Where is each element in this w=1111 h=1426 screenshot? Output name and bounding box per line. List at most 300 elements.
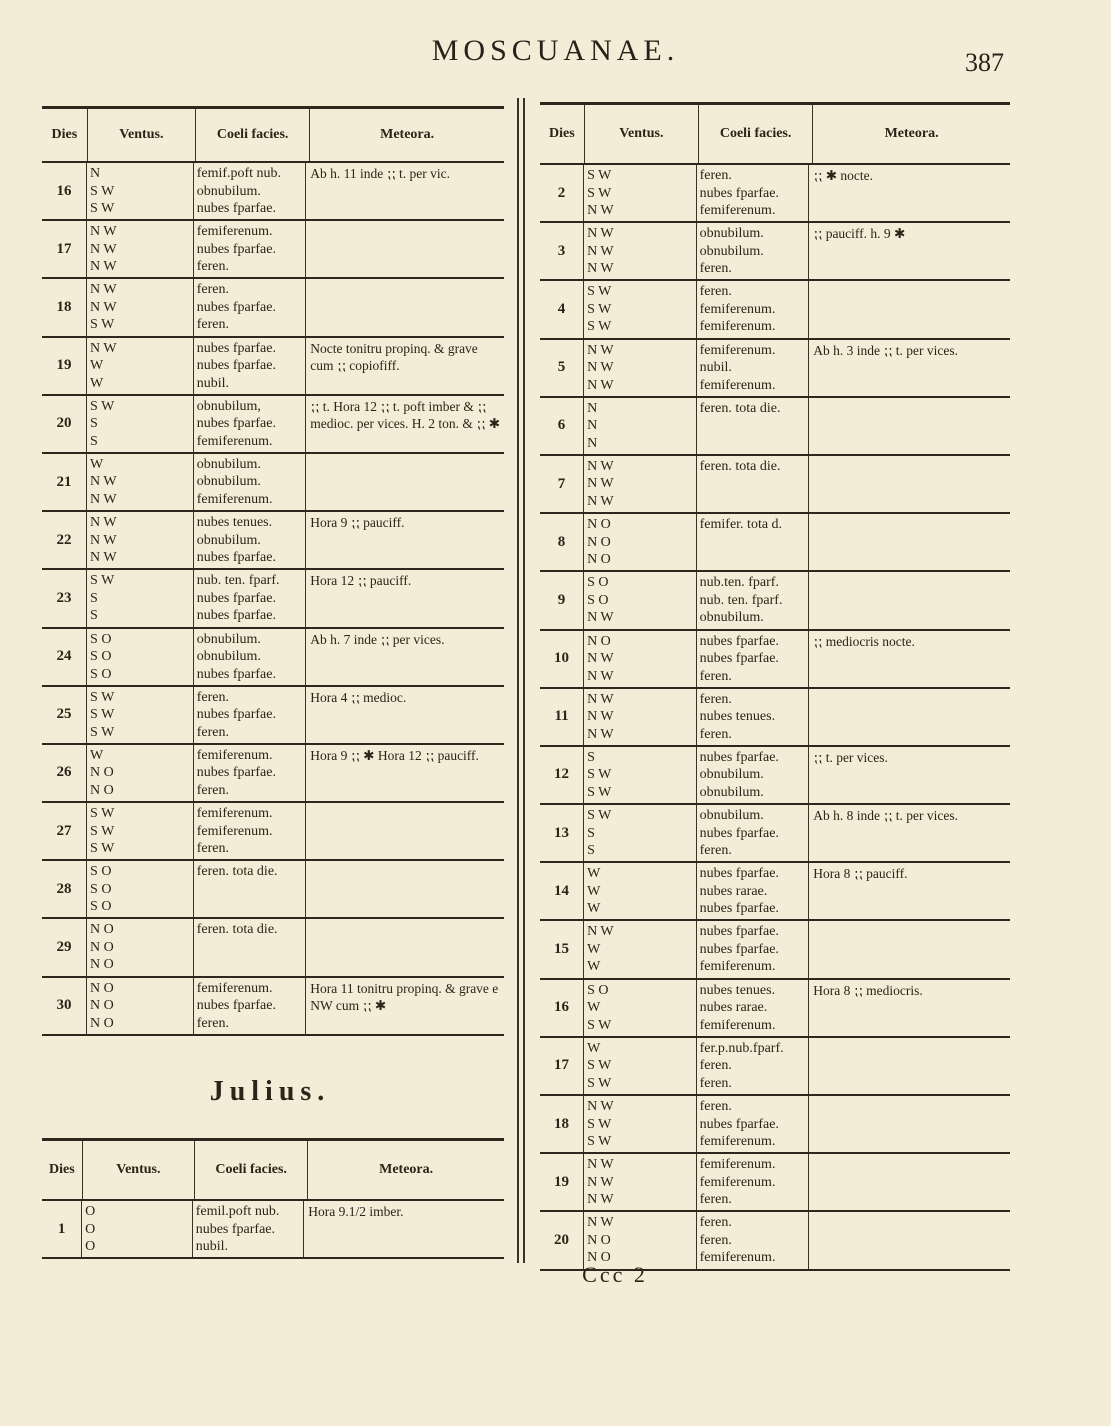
coeli-cell [194,570,307,626]
wind-cell [584,631,697,687]
weather-table-right [540,102,1010,1271]
day-cell: 21 [42,454,87,510]
day-cell: 20 [540,1212,584,1268]
wind-entry: S W [587,301,612,317]
wind-entry: O [85,1204,96,1219]
wind-entry: S W [90,201,115,216]
table-row [42,687,504,745]
day-cell: 4 [540,281,584,337]
wind-cell [87,861,194,917]
coeli-entry: femiferenum. [699,319,776,335]
coeli-cell [697,863,810,919]
coeli-entry: nubes tenues. [699,709,776,725]
day-cell: 1 [42,1201,82,1257]
weather-table-julius [42,1138,504,1259]
table-row [540,689,1010,747]
coeli-entry: obnubilum. [699,610,764,626]
table-header [540,105,1010,165]
wind-entry: W [587,901,601,917]
coeli-entry: feren. [196,689,229,705]
coeli-entry: feren. [196,282,229,298]
coeli-entry: nubes fparfae. [699,1116,779,1132]
coeli-entry: nubes tenues. [699,982,776,998]
day-cell: 24 [42,629,87,685]
table-row [540,572,1010,630]
meteora-cell: Hora 11 tonitru propinq. & grave e NW cum ⁏⁏ ✱ [310,980,499,1013]
coeli-entry: feren. [699,1099,732,1114]
table-row [540,514,1010,572]
table-row [42,629,504,687]
coeli-cell [194,919,307,975]
day-cell: 18 [42,279,87,335]
coeli-entry: femiferenum. [699,1250,776,1266]
wind-entry: S O [90,666,112,682]
wind-cell [584,456,697,512]
day-cell: 30 [42,978,87,1034]
wind-entry: N W [587,377,614,393]
table-row [540,631,1010,689]
wind-entry: S O [90,649,112,664]
wind-entry: S W [587,1116,612,1132]
wind-cell [87,978,194,1034]
table-row [42,1201,504,1259]
day-cell: 19 [42,338,87,394]
wind-entry: N [90,166,101,181]
wind-entry: S [90,608,98,624]
coeli-entry: nub. ten. fparf. [699,592,783,608]
coeli-cell [194,687,307,743]
wind-entry: W [587,959,601,975]
coeli-entry: femiferenum. [196,747,273,763]
coeli-entry: femiferenum. [699,342,776,358]
wind-entry: N W [90,532,117,548]
wind-cell [87,687,194,743]
table-row [540,165,1010,223]
coeli-cell [697,1096,810,1152]
coeli-cell [697,165,810,221]
day-cell: 29 [42,919,87,975]
wind-cell [584,921,697,977]
wind-entry: N O [587,633,611,649]
wind-entry: S O [587,575,609,591]
coeli-entry: femiferenum. [699,959,776,975]
wind-entry: O [85,1239,96,1254]
coeli-entry: obnubilum. [196,474,261,490]
coeli-entry: femiferenum. [699,203,776,218]
wind-entry: S W [587,767,612,783]
wind-entry: N O [90,939,114,955]
wind-entry: N W [587,691,614,707]
table-row [42,861,504,919]
coeli-cell [697,398,810,454]
wind-entry: S [587,749,595,765]
header-dies: Dies [42,109,88,161]
coeli-entry: femiferenum. [699,1174,776,1190]
table-row [540,805,1010,863]
wind-entry: N W [587,651,614,666]
wind-cell [584,747,697,803]
wind-entry: W [90,747,104,763]
coeli-entry: feren. [699,1058,732,1074]
wind-entry: N O [587,517,611,533]
wind-entry: N O [90,1015,114,1031]
coeli-entry: obnubilum. [196,532,261,548]
wind-entry: N W [587,243,614,259]
table-row [42,978,504,1036]
wind-cell [87,512,194,568]
meteora-cell [809,398,1010,454]
wind-entry: S [90,590,98,606]
wind-entry: N W [587,1192,614,1208]
day-cell: 8 [540,514,584,570]
meteora-cell [809,1212,1010,1268]
coeli-entry: nubes fparfae. [699,749,779,765]
coeli-entry: nub.ten. fparf. [699,575,779,591]
coeli-cell [194,338,307,394]
day-cell: 16 [540,980,584,1036]
coeli-entry: nubes fparfae. [196,550,276,566]
wind-cell [87,570,194,626]
header-ventus: Ventus. [83,1141,195,1199]
coeli-cell [194,396,307,452]
wind-cell [584,689,697,745]
coeli-entry: nubes fparfae. [699,941,779,957]
coeli-cell [697,223,810,279]
table-row [540,980,1010,1038]
wind-entry: S W [90,707,115,723]
meteora-cell: Ab h. 3 inde ⁏⁏ t. per vices. [813,342,959,358]
meteora-cell [809,1154,1010,1210]
wind-cell [584,1154,697,1210]
meteora-cell [809,456,1010,512]
coeli-entry: nubil. [699,360,732,376]
coeli-cell [697,572,810,628]
day-cell: 5 [540,340,584,396]
wind-entry: N W [90,282,117,298]
wind-cell [584,281,697,337]
coeli-entry: obnubilum, [196,398,261,414]
meteora-cell [306,861,504,917]
wind-entry: N O [587,1232,611,1248]
coeli-entry: feren. [196,317,229,333]
coeli-entry: femiferenum. [196,433,273,449]
meteora-cell: ⁏⁏ t. Hora 12 ⁏⁏ t. poft imber & ⁏⁏ medioc. per vices. H. 2 ton. & ⁏⁏ ✱ [310,398,501,431]
wind-entry: N [587,435,598,451]
wind-entry: N W [587,1215,614,1231]
meteora-cell: Hora 9 ⁏⁏ ✱ Hora 12 ⁏⁏ pauciff. [310,747,479,763]
wind-entry: W [587,1040,601,1056]
coeli-entry: obnubilum. [699,784,764,800]
wind-entry: S W [90,689,115,705]
coeli-entry: feren. [699,843,732,859]
coeli-cell [697,1154,810,1210]
coeli-entry: feren. [699,691,732,707]
coeli-entry: femif.poft nub. [196,166,282,181]
coeli-entry: femiferenum. [196,980,273,996]
coeli-entry: feren. [699,168,732,183]
meteora-cell [809,514,1010,570]
coeli-entry: nubes fparfae. [699,633,779,649]
day-cell: 28 [42,861,87,917]
wind-entry: N O [587,552,611,568]
wind-entry: S O [587,592,609,608]
wind-entry: N W [587,1099,614,1114]
coeli-entry: feren. [699,668,732,684]
meteora-cell [809,1096,1010,1152]
wind-cell [584,514,697,570]
day-cell: 17 [540,1038,584,1094]
meteora-cell [306,221,504,277]
wind-entry: N W [90,299,117,315]
day-cell: 11 [540,689,584,745]
coeli-cell [697,980,810,1036]
wind-cell [584,980,697,1036]
wind-entry: S W [587,185,612,201]
wind-entry: S W [90,724,115,740]
wind-cell [584,572,697,628]
wind-entry: W [587,883,601,899]
meteora-cell: ⁏⁏ pauciff. h. 9 ✱ [813,226,906,242]
coeli-entry: obnubilum. [196,631,261,647]
coeli-entry: feren. tota die. [699,400,781,416]
wind-entry: S W [587,1075,612,1091]
coeli-cell [194,861,307,917]
meteora-cell: Hora 9.1/2 imber. [308,1204,404,1219]
page-title: MOSCUANAE. [431,34,680,67]
coeli-entry: nubes fparfae. [699,825,779,841]
wind-entry: S [90,416,98,432]
coeli-entry: nub. ten. fparf. [196,573,280,589]
wind-entry: N W [90,340,117,356]
wind-cell [584,165,697,221]
coeli-entry: feren. [196,841,229,857]
table-row [540,921,1010,979]
coeli-entry: nubes fparfae. [196,358,276,374]
weather-table-left [42,106,504,1036]
coeli-cell [697,921,810,977]
wind-entry: S W [90,183,115,199]
day-cell: 10 [540,631,584,687]
meteora-cell: Ab h. 8 inde ⁏⁏ t. per vices. [813,808,959,824]
coeli-entry: femiferenum. [699,1157,776,1173]
wind-entry: N W [90,259,117,275]
coeli-entry: nubes fparfae. [699,901,779,917]
coeli-cell [697,281,810,337]
wind-entry: N W [587,709,614,725]
wind-entry: N W [90,224,117,240]
meteora-cell [809,921,1010,977]
wind-entry: S W [587,1017,612,1033]
wind-entry: N O [90,957,114,973]
coeli-entry: nubes fparfae. [196,765,276,781]
coeli-entry: nubes rarae. [699,1000,768,1016]
coeli-entry: femiferenum. [699,301,776,317]
day-cell: 14 [540,863,584,919]
wind-entry: S W [587,284,612,300]
wind-entry: W [587,941,601,957]
day-cell: 12 [540,747,584,803]
coeli-cell [697,1212,810,1268]
table-header [42,1141,504,1201]
table-row [540,1096,1010,1154]
meteora-cell: ⁏⁏ ✱ nocte. [813,168,873,183]
coeli-entry: feren. [699,726,732,742]
coeli-entry: feren. tota die. [699,458,781,474]
meteora-cell [809,1038,1010,1094]
wind-entry: W [90,456,104,472]
meteora-cell: Ab h. 7 inde ⁏⁏ per vices. [310,631,445,647]
coeli-entry: obnubilum. [196,456,261,472]
signature-mark: Ccc 2 [582,1262,648,1287]
wind-cell [87,629,194,685]
table-row [540,863,1010,921]
coeli-cell [697,514,810,570]
wind-cell [87,396,194,452]
wind-entry: W [90,358,104,374]
wind-entry: S O [90,899,112,915]
table-row [540,456,1010,514]
table-row [540,340,1010,398]
page-number: 387 [965,48,1004,77]
day-cell: 16 [42,163,87,219]
wind-entry: S W [90,823,115,839]
day-cell: 25 [42,687,87,743]
wind-entry: N O [587,534,611,550]
header-ventus: Ventus. [88,109,196,161]
wind-entry: S W [90,841,115,857]
wind-entry: N W [587,261,614,277]
wind-cell [584,1038,697,1094]
meteora-cell: ⁏⁏ mediocris nocte. [813,633,915,649]
wind-entry: N W [587,726,614,742]
wind-entry: N O [90,922,114,938]
wind-entry: N W [90,241,117,257]
wind-cell [87,919,194,975]
header-dies: Dies [540,105,585,163]
meteora-cell: Hora 8 ⁏⁏ mediocris. [813,982,923,998]
coeli-entry: femiferenum. [196,823,273,839]
coeli-entry: feren. [196,724,229,740]
wind-entry: S W [587,1058,612,1074]
coeli-entry: feren. [196,259,229,275]
meteora-cell [306,919,504,975]
wind-entry: N W [587,1174,614,1190]
meteora-cell: Hora 8 ⁏⁏ pauciff. [813,866,908,882]
coeli-entry: feren. [699,1192,732,1208]
wind-cell [87,745,194,801]
wind-entry: N W [587,203,614,218]
coeli-entry: nubes fparfae. [699,924,779,940]
table-row [42,396,504,454]
coeli-cell [194,163,307,219]
wind-entry: N O [90,765,114,781]
meteora-cell: Nocte tonitru propinq. & grave cum ⁏⁏ copiofiff. [310,340,478,373]
header-coeli-facies: Coeli facies. [196,109,310,161]
wind-entry: S W [90,806,115,822]
table-row [42,570,504,628]
wind-entry: S O [90,631,112,647]
coeli-entry: nubes fparfae. [699,866,779,882]
coeli-entry: nubes fparfae. [196,608,276,624]
coeli-entry: feren. [699,1232,732,1248]
wind-cell [87,803,194,859]
day-cell: 22 [42,512,87,568]
wind-entry: S W [90,398,115,414]
coeli-entry: nubes fparfae. [196,998,276,1014]
coeli-cell [194,629,307,685]
wind-entry: S O [90,864,112,880]
table-row [540,398,1010,456]
coeli-entry: obnubilum. [699,808,764,824]
coeli-entry: obnubilum. [196,183,261,199]
coeli-entry: nubil. [196,375,229,391]
wind-entry: N W [587,476,614,492]
coeli-entry: obnubilum. [699,767,764,783]
day-cell: 20 [42,396,87,452]
coeli-cell [194,454,307,510]
coeli-entry: femiferenum. [196,806,273,822]
table-row [42,338,504,396]
wind-entry: N W [90,491,117,507]
meteora-cell: Hora 9 ⁏⁏ pauciff. [310,515,405,531]
coeli-cell [194,745,307,801]
wind-entry: N W [587,458,614,474]
wind-cell [82,1201,193,1257]
wind-entry: N W [90,550,117,566]
wind-cell [584,863,697,919]
meteora-cell: Hora 12 ⁏⁏ pauciff. [310,573,412,589]
header-coeli-facies: Coeli facies. [195,1141,308,1199]
coeli-entry: nubes fparfae. [195,1221,276,1237]
coeli-entry: feren. [699,261,732,277]
wind-entry: S W [90,317,115,333]
meteora-cell [809,689,1010,745]
coeli-entry: femiferenum. [699,1017,776,1033]
header-ventus: Ventus. [585,105,699,163]
coeli-entry: obnubilum. [699,243,764,259]
table-row [42,803,504,861]
coeli-cell [193,1201,305,1257]
coeli-entry: nubil. [195,1239,228,1254]
coeli-entry: femiferenum. [196,224,273,240]
day-cell: 15 [540,921,584,977]
day-cell: 27 [42,803,87,859]
wind-entry: N [587,400,598,416]
section-heading: Julius. [209,1076,331,1107]
meteora-cell [809,281,1010,337]
header-meteora: Meteora. [379,1162,434,1177]
coeli-entry: nubes fparfae. [196,590,276,606]
table-row [42,745,504,803]
day-cell: 17 [42,221,87,277]
wind-entry: S W [587,784,612,800]
coeli-entry: nubes fparfae. [196,707,276,723]
coeli-entry: femil.poft nub. [195,1204,280,1219]
wind-entry: N W [587,610,614,626]
coeli-entry: obnubilum. [699,226,764,242]
wind-cell [87,163,194,219]
coeli-entry: feren. [699,1215,732,1231]
header-coeli-facies: Coeli facies. [699,105,813,163]
coeli-entry: feren. [196,782,229,798]
coeli-cell [194,803,307,859]
coeli-entry: nubes fparfae. [196,416,276,432]
wind-entry: N W [90,515,117,531]
table-row [540,747,1010,805]
meteora-cell [306,803,504,859]
wind-entry: S O [587,982,609,998]
coeli-cell [194,512,307,568]
